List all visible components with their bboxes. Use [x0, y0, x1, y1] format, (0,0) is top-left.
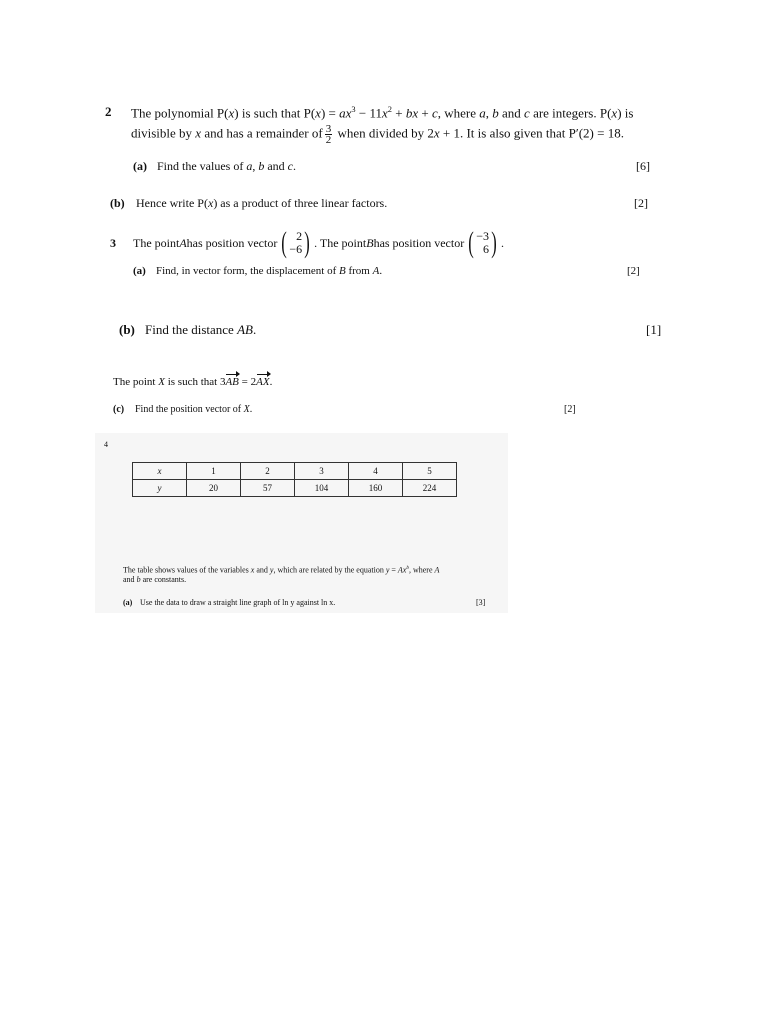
question-2a-marks: [6]: [636, 159, 650, 173]
question-2-line-1: The polynomial P(x) is such that $P(x) = ax^3 - 11x^2$ + bx + c, where a, b and c are integers. P(x) is: [131, 104, 634, 121]
text: divisible by: [131, 125, 196, 141]
question-3c-marks: [2]: [564, 404, 576, 415]
text: The point: [113, 376, 159, 388]
vector-a-x: 2: [296, 229, 303, 243]
table-header-x: x: [133, 463, 187, 480]
point-b: B: [366, 235, 374, 250]
table-cell: 57: [241, 480, 295, 497]
text: The polynomial P(: [131, 105, 229, 121]
question-2-number: 2: [105, 104, 112, 119]
vector-a: ( 2 −6 ): [281, 226, 310, 259]
text: Find the position vector of: [135, 404, 244, 415]
question-2b-marks: [2]: [634, 196, 648, 210]
text: ,: [252, 159, 259, 173]
text: =: [389, 565, 398, 575]
text: .: [501, 235, 504, 250]
question-4-description-line-2: [123, 575, 186, 584]
text: +: [391, 105, 406, 121]
text: Find, in vector form, the displacement of: [156, 265, 339, 277]
text: . The point: [314, 235, 367, 250]
text: A: [434, 565, 440, 575]
text: ) =: [320, 105, 340, 121]
question-4-panel: [95, 433, 508, 613]
text: and: [123, 575, 137, 584]
text: AB: [237, 322, 253, 337]
fraction-denominator: 2: [325, 134, 332, 146]
table-cell: 104: [295, 480, 349, 497]
text: The point: [133, 235, 180, 250]
table-cell: 224: [403, 480, 457, 497]
text: The table shows values of the variables: [123, 565, 251, 575]
table-cell: 20: [187, 480, 241, 497]
question-2-line-2: divisible by x and has a remainder of $\frac{3}{2}$ when divided by 2x + 1. It is also given that P′(2) = 18.: [131, 123, 624, 146]
text: , where: [408, 565, 435, 575]
point-x: X: [243, 404, 250, 415]
question-2b-label: (b): [110, 196, 125, 210]
text: .: [249, 404, 253, 415]
text: ) is: [617, 105, 634, 121]
text: , where: [437, 105, 480, 121]
text: = 2: [238, 376, 257, 388]
text: b: [136, 575, 141, 584]
text: Find the values of: [157, 159, 247, 173]
text: , which are related by the equation: [273, 565, 386, 575]
question-3a-label: (a): [133, 265, 146, 277]
table-row: [133, 480, 457, 497]
vector-b-x: −3: [476, 229, 489, 243]
text: is such that 3: [164, 376, 226, 388]
text: − 11: [355, 105, 382, 121]
question-3c-text: [135, 404, 252, 415]
question-4a-text: Use the data to draw a straight line graph of ln y against ln x.: [140, 598, 336, 607]
text: .: [252, 322, 257, 337]
question-2a-text: Find the values of a, b and c.: [157, 159, 296, 173]
text: and has a remainder of: [201, 125, 323, 141]
question-3a-text: [156, 265, 382, 277]
vector-b: ( −3 6 ): [468, 226, 497, 259]
text: and: [254, 565, 270, 575]
vector-ab: AB: [225, 376, 239, 388]
point-x: X: [158, 376, 165, 388]
text: Ax: [397, 565, 407, 575]
text: are constants.: [140, 575, 187, 584]
text: ) is such that P(: [234, 105, 316, 121]
question-3-number: 3: [110, 236, 116, 250]
table-cell: 2: [241, 463, 295, 480]
point-a: A: [179, 235, 187, 250]
vector-ax: AX: [256, 376, 270, 388]
question-4-number: 4: [104, 440, 108, 449]
table-row: [133, 463, 457, 480]
text: has position vector: [186, 235, 278, 250]
question-2a-label: (a): [133, 159, 147, 173]
fraction: [325, 124, 333, 145]
question-4-description-line-1: The table shows values of the variables x and y, which are related by the equation $y = Ax^b$, where A: [123, 565, 440, 575]
text: .: [292, 159, 296, 173]
question-3b-label: (b): [119, 322, 135, 337]
point-b: B: [338, 265, 346, 277]
table-cell: 4: [349, 463, 403, 480]
text: Hence write P(: [136, 196, 208, 210]
text: + 1. It is also given that P′(2) = 18.: [439, 125, 624, 141]
xy-data-table: [132, 462, 457, 497]
fraction-numerator: 3: [325, 123, 332, 135]
text: .: [269, 376, 273, 388]
question-4a-marks: [3]: [476, 598, 486, 607]
vector-a-y: −6: [289, 242, 303, 256]
text: are integers. P(: [529, 105, 612, 121]
point-a: A: [372, 265, 380, 277]
text: has position vector: [373, 235, 465, 250]
text: Find the distance: [145, 322, 238, 337]
table-header-y: y: [133, 480, 187, 497]
text: and: [498, 105, 525, 121]
question-3b-text: [145, 322, 256, 338]
question-3c-label: (c): [113, 404, 125, 415]
text: ,: [485, 105, 493, 121]
text: +: [418, 105, 432, 121]
table-cell: 5: [403, 463, 457, 480]
text: b: [406, 565, 409, 571]
text: when divided by 2: [334, 125, 434, 141]
question-3b-marks: [1]: [646, 322, 662, 337]
vector-b-y: 6: [483, 242, 489, 256]
question-3-point-x-statement: [113, 376, 272, 388]
text: and: [264, 159, 288, 173]
table-cell: 3: [295, 463, 349, 480]
text: ) as a product of three linear factors.: [213, 196, 388, 210]
text: from: [345, 265, 373, 277]
table-cell: 1: [187, 463, 241, 480]
text: .: [379, 265, 383, 277]
question-2b-text: Hence write P(x) as a product of three linear factors.: [136, 196, 388, 210]
table-cell: 160: [349, 480, 403, 497]
question-3a-marks: [2]: [627, 265, 640, 277]
question-4a-label: (a): [123, 598, 133, 607]
question-3-line-1: [133, 228, 504, 258]
